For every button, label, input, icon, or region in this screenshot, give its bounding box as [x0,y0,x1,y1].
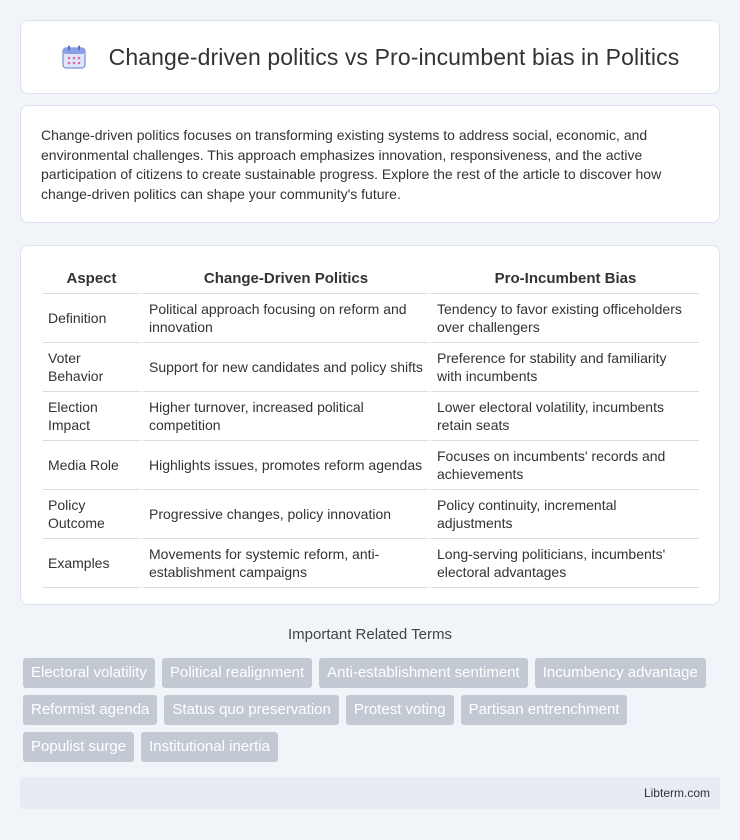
row-aspect: Voter Behavior [43,343,140,392]
intro-text: Change-driven politics focuses on transforming existing systems to address social, economic, and environmental challenges. This approach emphasizes innovation, responsiveness, and the active participation of citizens to create sustainable progress. Explore the rest of the article to discover how change-driven politics can shape your community's future. [41,127,662,202]
column-header-change-driven: Change-Driven Politics [140,264,428,294]
row-change-driven: Support for new candidates and policy shifts [140,343,428,392]
related-term-tag[interactable]: Incumbency advantage [535,658,706,688]
related-term-tag[interactable]: Reformist agenda [23,695,157,725]
table-row [43,343,699,392]
row-pro-incumbent: Lower electoral volatility, incumbents retain seats [428,392,699,441]
related-terms-list [23,658,723,762]
row-aspect: Media Role [43,441,140,490]
row-change-driven: Higher turnover, increased political competition [140,392,428,441]
related-term-tag[interactable]: Institutional inertia [141,732,278,762]
related-terms-title: Important Related Terms [288,626,452,643]
table-row [43,294,699,343]
comparison-table-card [20,245,720,605]
column-header-aspect: Aspect [43,264,140,294]
row-pro-incumbent: Long-serving politicians, incumbents' electoral advantages [428,539,699,588]
row-pro-incumbent: Policy continuity, incremental adjustments [428,490,699,539]
footer [20,777,720,809]
intro-card [20,105,720,223]
related-term-tag[interactable]: Political realignment [162,658,312,688]
related-term-tag[interactable]: Status quo preservation [164,695,338,725]
related-term-tag[interactable]: Populist surge [23,732,134,762]
table-header-row [43,264,699,294]
related-term-tag[interactable]: Anti-establishment sentiment [319,658,528,688]
row-pro-incumbent: Tendency to favor existing officeholders over challengers [428,294,699,343]
row-change-driven: Movements for systemic reform, anti-establishment campaigns [140,539,428,588]
related-term-tag[interactable]: Protest voting [346,695,454,725]
table-row [43,441,699,490]
table-row [43,392,699,441]
row-pro-incumbent: Focuses on incumbents' records and achievements [428,441,699,490]
title-card [20,20,720,94]
related-term-tag[interactable]: Electoral volatility [23,658,155,688]
column-header-pro-incumbent: Pro-Incumbent Bias [428,264,699,294]
related-term-tag[interactable]: Partisan entrenchment [461,695,628,725]
row-aspect: Policy Outcome [43,490,140,539]
footer-site-link[interactable]: Libterm.com [643,786,710,800]
table-row [43,490,699,539]
row-change-driven: Highlights issues, promotes reform agendas [140,441,428,490]
table-row [43,539,699,588]
calendar-icon [61,44,87,70]
row-change-driven: Progressive changes, policy innovation [140,490,428,539]
row-aspect: Examples [43,539,140,588]
row-aspect: Election Impact [43,392,140,441]
row-pro-incumbent: Preference for stability and familiarity with incumbents [428,343,699,392]
comparison-table [43,264,699,588]
row-aspect: Definition [43,294,140,343]
row-change-driven: Political approach focusing on reform and innovation [140,294,428,343]
page-title: Change-driven politics vs Pro-incumbent bias in Politics [108,43,680,70]
